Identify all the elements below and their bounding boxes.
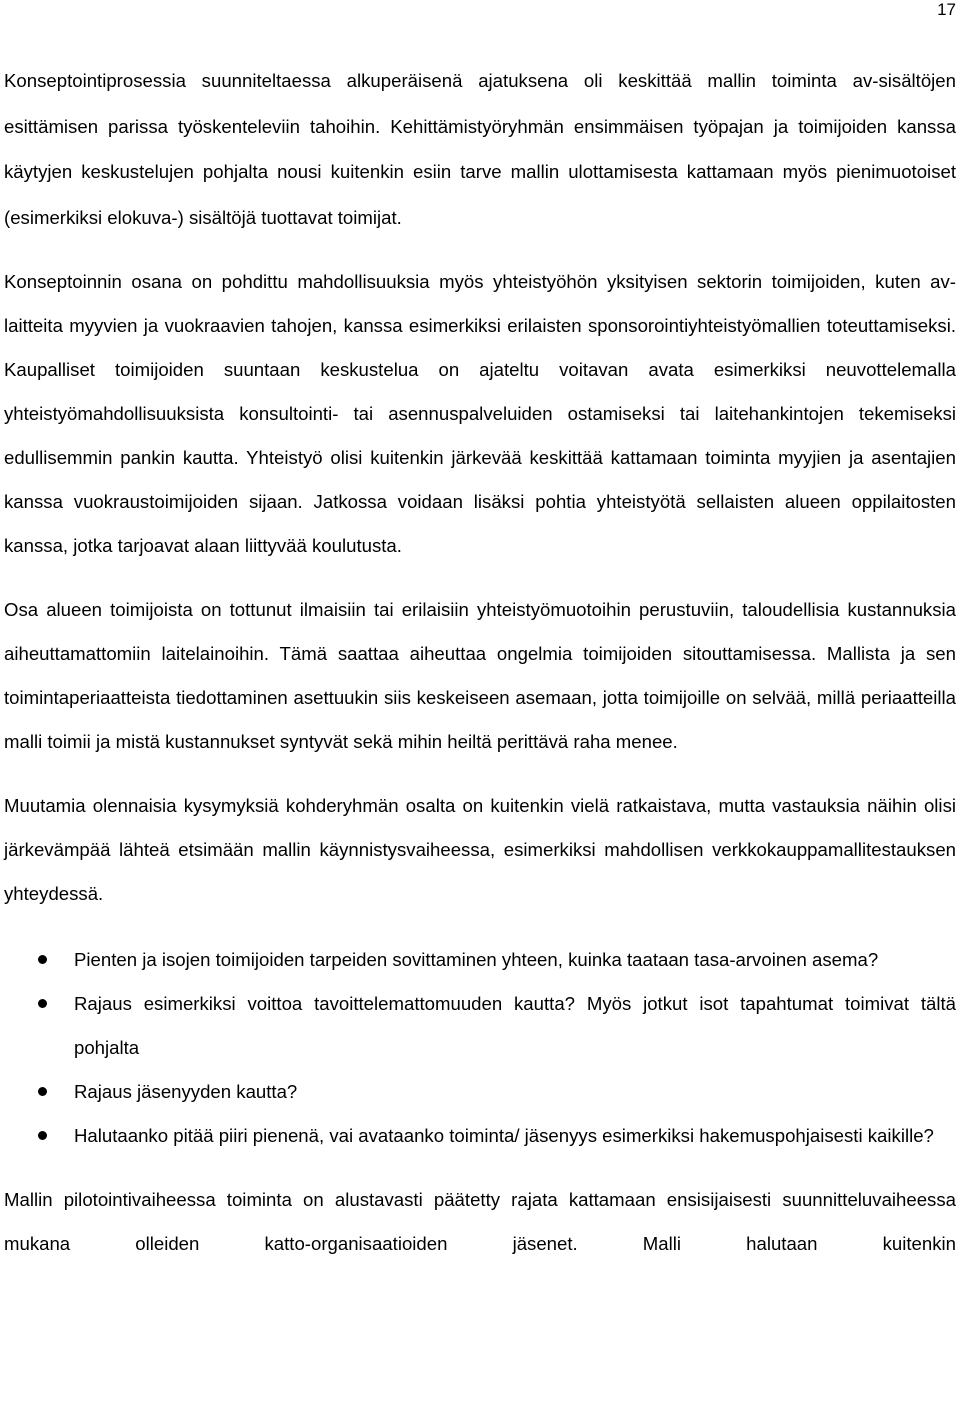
paragraph-spacer	[4, 764, 956, 784]
paragraph-1: Konseptointiprosessia suunniteltaessa alkuperäisenä ajatuksena oli keskittää mallin toiminta av-sisältöjen esittämisen parissa työskenteleviin tahoihin. Kehittämistyöryhmän ensimmäisen työpajan ja toimijoiden kanssa käytyjen keskustelujen pohjalta nousi kuitenkin esiin tarve mallin ulottamisesta kattamaan myös pienimuotoiset (esimerkiksi elokuva-) sisältöjä tuottavat toimijat.	[4, 70, 956, 228]
document-body	[4, 58, 956, 1266]
list-item-text: Halutaanko pitää piiri pienenä, vai avataanko toiminta/ jäsenyys esimerkiksi hakemuspohjaisesti kaikille?	[74, 1125, 934, 1146]
closing-paragraph: Mallin pilotointivaiheessa toiminta on alustavasti päätetty rajata kattamaan ensisijaisesti suunnitteluvaiheessa mukana olleiden katto-organisaatioiden jäsenet. Malli halutaan kuitenkin	[4, 1189, 956, 1254]
list-item	[4, 1114, 956, 1158]
paragraph-spacer	[4, 1158, 956, 1178]
bullet-icon	[38, 1131, 47, 1140]
paragraph-3: Osa alueen toimijoista on tottunut ilmaisiin tai erilaisiin yhteistyömuotoihin perustuviin, taloudellisia kustannuksia aiheuttamattomiin laitelainoihin. Tämä saattaa aiheuttaa ongelmia toimijoiden sitouttamisessa. Mallista ja sen toimintaperiaatteista tiedottaminen asettuukin siis keskeiseen asemaan, jotta toimijoille on selvää, millä periaatteilla malli toimii ja mistä kustannukset syntyvät sekä mihin heiltä perittävä raha menee.	[4, 599, 956, 752]
paragraph-spacer	[4, 916, 956, 938]
list-item-text: Rajaus esimerkiksi voittoa tavoittelemattomuuden kautta? Myös jotkut isot tapahtumat toimivat tältä pohjalta	[74, 993, 956, 1058]
paragraph-2: Konseptoinnin osana on pohdittu mahdollisuuksia myös yhteistyöhön yksityisen sektorin toimijoiden, kuten av-laitteita myyvien ja vuokraavien tahojen, kanssa esimerkiksi erilaisten sponsorointiyhteistyömallien toteuttamiseksi. Kaupalliset toimijoiden suuntaan keskustelua on ajateltu voitavan avata esimerkiksi neuvottelemalla yhteistyömahdollisuuksista konsultointi- tai asennuspalveluiden ostamiseksi tai laitehankintojen tekemiseksi edullisemmin pankin kautta. Yhteistyö olisi kuitenkin järkevää keskittää kattamaan toiminta myyjien ja asentajien kanssa vuokraustoimijoiden sijaan. Jatkossa voidaan lisäksi pohtia yhteistyötä sellaisten alueen oppilaitosten kanssa, jotka tarjoavat alaan liittyvää koulutusta.	[4, 271, 956, 556]
list-item	[4, 938, 956, 982]
list-item	[4, 1070, 956, 1114]
list-item-text: Pienten ja isojen toimijoiden tarpeiden sovittaminen yhteen, kuinka taataan tasa-arvoinen asema?	[74, 949, 879, 970]
list-item-text: Rajaus jäsenyyden kautta?	[74, 1081, 298, 1102]
bullet-icon	[38, 955, 47, 964]
list-item	[4, 982, 956, 1070]
bullet-icon	[38, 1087, 47, 1096]
paragraph-4: Muutamia olennaisia kysymyksiä kohderyhmän osalta on kuitenkin vielä ratkaistava, mutta vastauksia näihin olisi järkevämpää lähteä etsimään mallin käynnistysvaiheessa, esimerkiksi mahdollisen verkkokauppamallitestauksen yhteydessä.	[4, 795, 956, 904]
bullet-icon	[38, 999, 47, 1008]
paragraph-spacer	[4, 240, 956, 260]
paragraph-spacer	[4, 568, 956, 588]
question-list	[4, 938, 956, 1158]
page-number: 17	[937, 0, 956, 19]
